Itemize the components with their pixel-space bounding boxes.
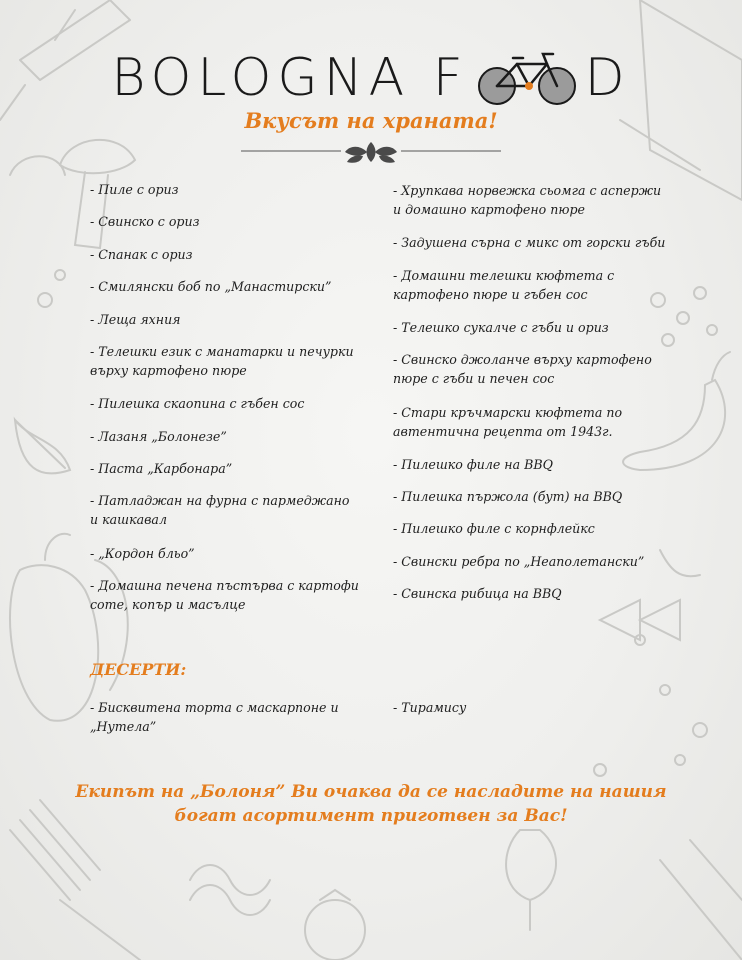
dessert-item: - Бисквитена торта с маскарпоне и „Нутела” bbox=[90, 700, 339, 734]
menu-item: - Телешко сукалче с гъби и ориз bbox=[393, 320, 609, 335]
brand-logo bbox=[0, 40, 742, 110]
tagline: Вкусът на храната! bbox=[244, 108, 498, 133]
bicycle-icon bbox=[473, 50, 581, 106]
brand-text-left: BOLOGNA F bbox=[111, 48, 469, 108]
menu-item: - Хрупкава норвежка сьомга с аспержи и домашно картофено пюре bbox=[393, 183, 662, 217]
menu-item: - Пилешка скаопина с гъбен сос bbox=[90, 396, 305, 411]
menu-item: - Пилешко филе на BBQ bbox=[393, 457, 553, 472]
menu-item: - Телешки език с манатарки и печурки върху картофено пюре bbox=[90, 344, 354, 378]
leaf-ornament-icon bbox=[241, 140, 501, 166]
menu-item: - Пиле с ориз bbox=[90, 182, 179, 197]
menu-item: - Стари кръчмарски кюфтета по автентична рецепта от 1943г. bbox=[393, 405, 623, 439]
closing-line-1: Екипът на „Болоня” Ви очаква да се насладите на нашия bbox=[75, 782, 667, 802]
desserts-heading: ДЕСЕРТИ: bbox=[90, 660, 187, 679]
menu-item: - Свинско джоланче върху картофено пюре с гъби и печен сос bbox=[393, 352, 652, 386]
menu-item: - Свински ребра по „Неаполетански” bbox=[393, 554, 645, 569]
menu-item: - Спанак с ориз bbox=[90, 247, 193, 262]
menu-item: - Пилешко филе с корнфлейкс bbox=[393, 521, 595, 536]
brand-text-right: D bbox=[584, 48, 631, 108]
menu-item: - Лазаня „Болонезе” bbox=[90, 429, 227, 444]
menu-item: - Домашна печена пъстърва с картофи соте, копър и масълце bbox=[90, 578, 359, 612]
menu-item: - „Кордон бльо” bbox=[90, 546, 195, 561]
closing-message bbox=[40, 780, 702, 828]
menu-item: - Домашни телешки кюфтета с картофено пюре и гъбен сос bbox=[393, 268, 615, 302]
menu-item: - Патладжан на фурна с пармеджано и кашкавал bbox=[90, 493, 350, 527]
menu-item: - Свинска рибица на BBQ bbox=[393, 586, 562, 601]
menu-item: - Паста „Карбонара” bbox=[90, 461, 233, 476]
closing-line-2: богат асортимент приготвен за Вас! bbox=[174, 806, 568, 826]
dessert-item: - Тирамису bbox=[393, 700, 467, 715]
menu-item: - Задушена сърна с микс от горски гъби bbox=[393, 235, 666, 250]
menu-item: - Свинско с ориз bbox=[90, 214, 200, 229]
menu-item: - Смилянски боб по „Манастирски” bbox=[90, 279, 332, 294]
menu-item: - Пилешка пържола (бут) на BBQ bbox=[393, 489, 623, 504]
menu-item: - Леща яхния bbox=[90, 312, 181, 327]
